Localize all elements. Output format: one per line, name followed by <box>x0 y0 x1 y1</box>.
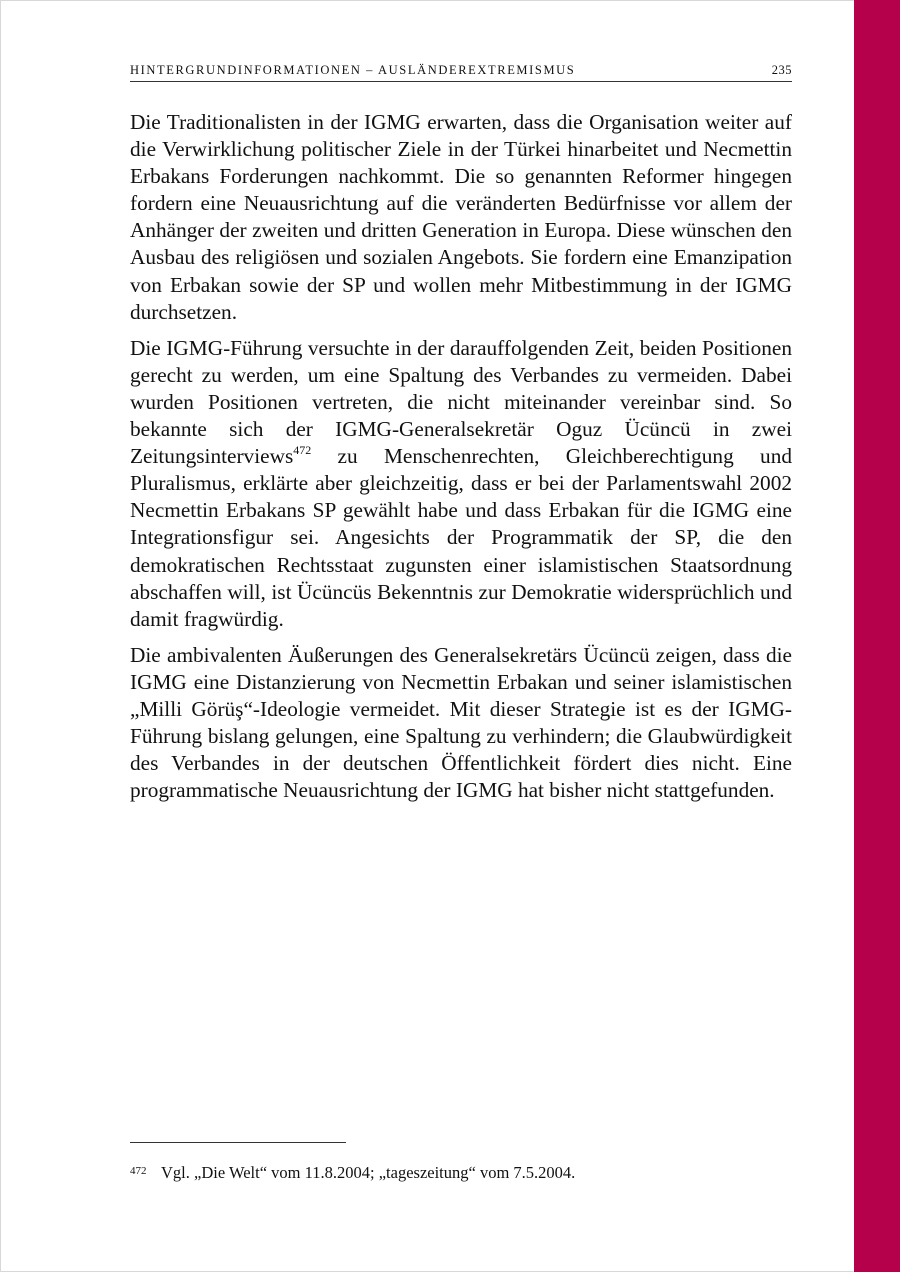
body-text <box>130 109 792 813</box>
paragraph-2-part-1: Die IGMG-Führung versuchte in der darauffolgenden Zeit, beiden Positionen gerecht zu werden, um eine Spaltung des Verbandes zu vermeiden. Dabei wurden Positionen vertreten, die nicht miteinander vereinbar sind. So bekannte sich der IGMG-Generalsekretär Oguz Ücüncü in zwei Zeitungsinterviews <box>130 335 792 469</box>
page-number: 235 <box>771 63 792 77</box>
footnote-number: 472 <box>130 1165 147 1177</box>
paragraph-3: Die ambivalenten Äußerungen des Generalsekretärs Ücüncü zeigen, dass die IGMG eine Distanzierung von Necmettin Erbakan und seiner islamistischen „Milli Görüş“-Ideologie vermeidet. Mit dieser Strategie ist es der IGMG-Führung bislang gelungen, eine Spaltung zu verhindern; die Glaubwürdigkeit des Verbandes in der deutschen Öffentlichkeit fördert dies nicht. Eine programmatische Neuausrichtung der IGMG hat bisher nicht stattgefunden. <box>130 642 792 803</box>
running-title: HINTERGRUNDINFORMATIONEN – AUSLÄNDEREXTREMISMUS <box>130 63 576 77</box>
side-color-bar <box>854 0 900 1272</box>
running-header <box>130 61 792 82</box>
footnote-separator <box>130 1142 346 1143</box>
footnote-text: Vgl. „Die Welt“ vom 11.8.2004; „tageszeitung“ vom 7.5.2004. <box>161 1163 576 1182</box>
paragraph-1: Die Traditionalisten in der IGMG erwarten, dass die Organisation weiter auf die Verwirklichung politischer Ziele in der Türkei hinarbeitet und Necmettin Erbakans Forderungen nachkommt. Die so genannten Reformer hingegen fordern eine Neuausrichtung auf die veränderten Bedürfnisse vor allem der Anhänger der zweiten und dritten Generation in Europa. Diese wünschen den Ausbau des religiösen und sozialen Angebots. Sie fordern eine Emanzipation von Erbakan sowie der SP und wollen mehr Mitbestimmung in der IGMG durchsetzen. <box>130 110 792 324</box>
footnote-reference[interactable]: 472 <box>293 443 312 458</box>
paragraph-2 <box>130 335 792 633</box>
paragraph-2-part-2: zu Menschenrechten, Gleichberechtigung und Pluralismus, erklärte aber gleichzeitig, dass er bei der Parlamentswahl 2002 Necmettin Erbakans SP gewählt habe und dass Erbakan für die IGMG eine Integrationsfigur sei. Angesichts der Programmatik der SP, die den demokratischen Rechtsstaat zugunsten einer islamistischen Staatsordnung abschaffen will, ist Ücüncüs Bekenntnis zur Demokratie widersprüchlich und damit fragwürdig. <box>130 444 792 631</box>
